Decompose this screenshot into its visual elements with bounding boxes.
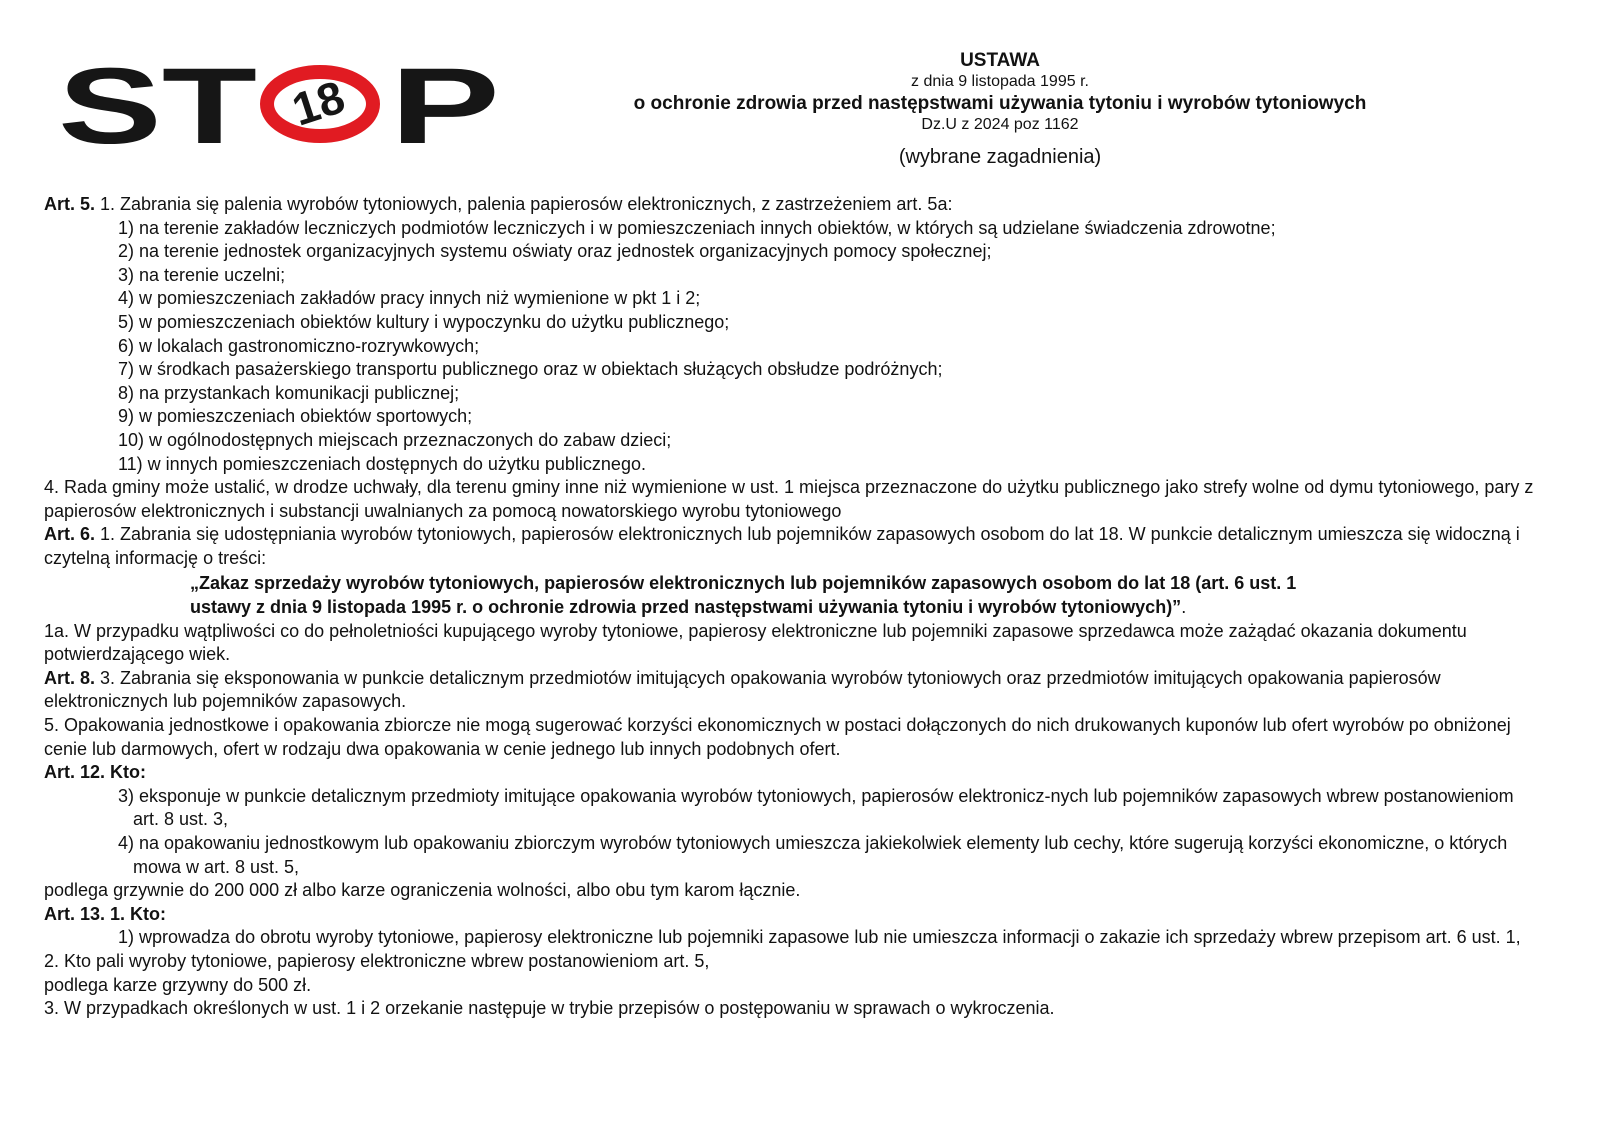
art13-ust2: 2. Kto pali wyroby tytoniowe, papierosy elektroniczne wbrew postanowieniom art. 5, [44,951,710,971]
art13-ust3: 3. W przypadkach określonych w ust. 1 i 2 orzekanie następuje w trybie przepisów o postępowaniu w sprawach o wykroczenia. [44,998,1055,1019]
art13-intro: Art. 13. 1. Kto: [44,903,167,924]
art5-item-3: 3) na terenie uczelni; [118,264,286,285]
art5-item-10: 10) w ogólnodostępnych miejscach przeznaczonych do zabaw dzieci; [118,429,672,450]
art5-item-1: 1) na terenie zakładów leczniczych podmiotów leczniczych i w pomieszczeniach innych obiektów, w których są udzielane świadczenia zdrowotne; [118,217,1276,238]
stop18-logo [56,58,516,154]
art8-ust3: Art. 8. 3. Zabrania się eksponowania w punkcie detalicznym przedmiotów imitujących opakowania wyrobów tytoniowych oraz przedmiotów imitujących opakowania papierosów elektronicznych lub pojemników zapasowych. [44,667,1441,712]
art12-item-3: 3) eksponuje w punkcie detalicznym przedmioty imitujące opakowania wyrobów tytoniowych, papierosów elektronicz-nych lub pojemników zapasowych wbrew postanowieniom art. 8 ust. 3, [118,785,1514,830]
art5-item-8: 8) na przystankach komunikacji publicznej; [118,382,460,403]
art5-item-11: 11) w innych pomieszczeniach dostępnych do użytku publicznego. [118,453,646,474]
document-header [520,50,1480,170]
art5-ust4: 4. Rada gminy może ustalić, w drodze uchwały, dla terenu gminy inne niż wymienione w ust. 1 miejsca przeznaczone do użytku publicznego jako strefy wolne od dymu tytoniowego, pary z papierosów elektronicznych i substancji uwalnianych za pomocą nowatorskiego wyrobu tytoniowego [44,477,1534,521]
art5-item-5: 5) w pomieszczeniach obiektów kultury i wypoczynku do użytku publicznego; [118,311,730,332]
art6-intro: Art. 6. 1. Zabrania się udostępniania wyrobów tytoniowych, papierosów elektronicznych lub pojemników zapasowych osobom do lat 18. W punkcie detalicznym umieszcza się widoczną i czytelną informację o treści: [44,524,1520,568]
art12-item-4: 4) na opakowaniu jednostkowym lub opakowaniu zbiorczym wyrobów tytoniowych umieszcza jakiekolwiek elementy lub cechy, które sugerują korzyści ekonomiczne, o których mowa w art. 8 ust. 5, [118,833,1508,877]
art12-penalty: podlega grzywnie do 200 000 zł albo karze ograniczenia wolności, albo obu tym karom łącznie. [44,880,801,901]
journal-ref: Dz.U z 2024 poz 1162 [921,116,1079,133]
art5-intro: Art. 5. 1. Zabrania się palenia wyrobów tytoniowych, palenia papierosów elektronicznych, z zastrzeżeniem art. 5a: [44,194,953,214]
art13-penalty: podlega karze grzywny do 500 zł. [44,974,312,995]
art13-item-1: 1) wprowadza do obrotu wyroby tytoniowe, papierosy elektroniczne lub pojemniki zapasowe lub nie umieszcza informacji o zakazie ich sprzedaży wbrew przepisom art. 6 ust. 1, [118,927,1521,948]
art6-notice-quote-line1: „Zakaz sprzedaży wyrobów tytoniowych, papierosów elektronicznych lub pojemników zapasowych osobom do lat 18 (art. 6 ust. 1 [190,572,1297,593]
logo-letters-st: ST [58,58,257,154]
art5-item-6: 6) w lokalach gastronomiczno-rozrywkowych; [118,335,480,356]
art12-intro: Art. 12. Kto: [44,762,147,783]
logo-letters-p: P [390,58,500,154]
art5-item-4: 4) w pomieszczeniach zakładów pracy innych niż wymienione w pkt 1 i 2; [118,288,701,309]
stop18-logo-graphic [56,58,516,154]
art5-item-2: 2) na terenie jednostek organizacyjnych systemu oświaty oraz jednostek organizacyjnych pomocy społecznej; [118,241,992,262]
act-title: USTAWA [960,50,1040,71]
act-body [44,193,1544,1021]
selected-topics-note: (wybrane zagadnienia) [898,146,1102,168]
act-subject: o ochronie zdrowia przed następstwami używania tytoniu i wyrobów tytoniowych [633,93,1367,114]
act-date-line: z dnia 9 listopada 1995 r. [911,73,1089,90]
art6-ust1a: 1a. W przypadku wątpliwości co do pełnoletniości kupującego wyroby tytoniowe, papierosy elektroniczne lub pojemniki zapasowe sprzedawca może zażądać okazania dokumentu potwierdzającego wiek. [44,620,1467,665]
logo-age-badge: 18 [285,70,351,136]
art5-item-9: 9) w pomieszczeniach obiektów sportowych; [118,406,473,427]
art5-item-7: 7) w środkach pasażerskiego transportu publicznego oraz w obiektach służących obsłudze podróżnych; [118,359,943,380]
art8-ust5: 5. Opakowania jednostkowe i opakowania zbiorcze nie mogą sugerować korzyści ekonomicznych w postaci dołączonych do nich drukowanych kuponów lub ofert wyrobów po obniżonej cenie lub darmowych, ofert w rodzaju dwa opakowania w cenie jednego lub innych podobnych ofert. [44,715,1511,759]
art6-notice-quote-line2: ustawy z dnia 9 listopada 1995 r. o ochronie zdrowia przed następstwami używania tytoniu i wyrobów tytoniowych)”. [190,597,1187,618]
